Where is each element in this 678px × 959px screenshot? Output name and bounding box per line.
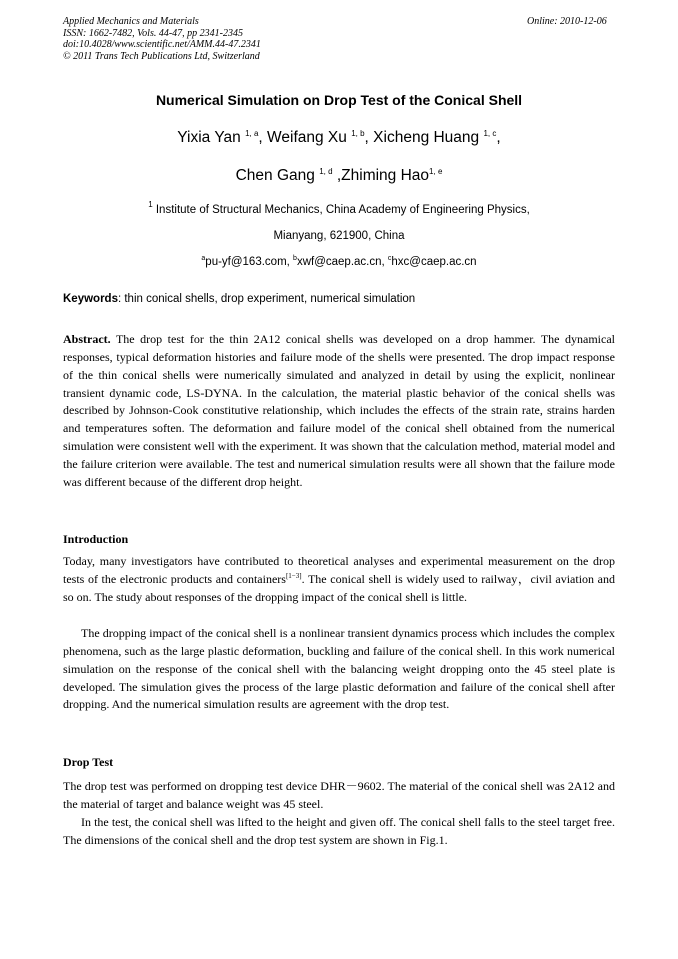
copyright-line: © 2011 Trans Tech Publications Ltd, Switzerland: [63, 50, 260, 62]
keywords-text: : thin conical shells, drop experiment, numerical simulation: [117, 293, 416, 305]
running-header-info: [63, 16, 261, 62]
keywords: [63, 292, 615, 306]
affiliation-line-1: $^1$ Institute of Structural Mechanics, China Academy of Engineering Physics,: [148, 200, 530, 216]
abstract: [63, 331, 615, 492]
abstract-text: The drop test for the thin 2A12 conical shells was developed on a drop hammer. The dynamical responses, typical deformation histories and failure mode of the shells were presented. The drop impact response of the thin conical shells were numerically simulated and analyzed in detail by using the explicit, nonlinear transient dynamic code, LS-DYNA. In the calculation, the material plastic behavior of the conical shells was described by Johnson-Cook constitutive relationship, which includes the effects of the strain rate, strains harden and temperatures soften. The deformation and failure model of the conical shell obtained from the numerical simulation were consistent well with the experiment. It was shown that the calculation method, material model and the failure criterion were available. The test and numerical simulation results were all shown that the failure mode was different because of the different drop height.: [63, 332, 615, 489]
author-name: Chen Gang: [235, 167, 320, 184]
email-link[interactable]: pu-yf@163.com,: [205, 256, 294, 268]
author-name: Xicheng Huang: [373, 129, 484, 146]
doi-line: doi:10.4028/www.scientific.net/AMM.44-47.2341: [63, 39, 261, 50]
author-affil-mark: 1, a: [245, 129, 259, 138]
author-name: Yixia Yan: [177, 129, 246, 146]
email-link[interactable]: xwf@caep.ac.cn,: [296, 256, 388, 268]
author-affil-mark: 1, e: [429, 167, 443, 176]
affiliation-line-2: Mianyang, 621900, China: [273, 230, 405, 242]
author-name: Weifang Xu: [267, 129, 352, 146]
paper-title: Numerical Simulation on Drop Test of the Conical Shell: [155, 92, 523, 108]
issn-line: ISSN: 1662-7482, Vols. 44-47, pp 2341-2345: [63, 27, 243, 39]
drop-test-heading: Drop Test: [63, 755, 114, 769]
drop-test-paragraph-1: The drop test was performed on dropping test device DHR－9602. The material of the conical shell was 2A12 and the material of target and balance weight was 45 steel.: [63, 779, 615, 811]
author-line-2: Chen Gang $^{1, d}$ ,Zhiming Hao$^{1, e}$: [235, 167, 443, 184]
author-name: Zhiming Hao: [341, 167, 430, 184]
online-date: Online: 2010-12-06: [527, 16, 607, 27]
email-link[interactable]: hxc@caep.ac.cn: [391, 256, 477, 268]
journal-name: Applied Mechanics and Materials: [63, 16, 199, 27]
introduction-heading: Introduction: [63, 532, 129, 546]
introduction-paragraph-1: Today, many investigators have contributed to theoretical analyses and experimental measurement on the drop tests of the electronic products and containers[1−3]. The conical shell is widely used to railway，civil aviation and so on. The study about responses of the dropping impact of the conical shell is little.: [63, 554, 615, 604]
author-affil-mark: 1, b: [351, 129, 365, 138]
keywords-label: Keywords: [63, 293, 118, 305]
author-affil-mark: 1, d: [319, 167, 333, 176]
introduction-paragraph-2: The dropping impact of the conical shell is a nonlinear transient dynamics process which includes the complex phenomena, such as the large plastic deformation, buckling and failure of the conical shell. In this work numerical simulation on the response of the conical shell with the balancing weight dropping onto the 45 steel plate is developed. The simulation gives the process of the large plastic deformation and failure of the conical shell after dropping. And the numerical simulation results are agreement with the drop test.: [63, 626, 615, 712]
drop-test-paragraph-2: In the test, the conical shell was lifted to the height and given off. The conical shell falls to the steel target free. The dimensions of the conical shell and the drop test system are shown in Fig.1.: [63, 815, 615, 847]
citation: [1−3]: [285, 571, 302, 580]
author-line-1: Yixia Yan $^{1, a}$, Weifang Xu $^{1, b}$, Xicheng Huang $^{1, c}$,: [177, 129, 501, 146]
author-emails: $^a$pu-yf@163.com, $^b$xwf@caep.ac.cn, $^c$hxc@caep.ac.cn: [201, 255, 477, 268]
abstract-label: Abstract.: [63, 332, 111, 346]
author-affil-mark: 1, c: [483, 129, 497, 138]
affiliation-mark: 1: [148, 200, 153, 209]
